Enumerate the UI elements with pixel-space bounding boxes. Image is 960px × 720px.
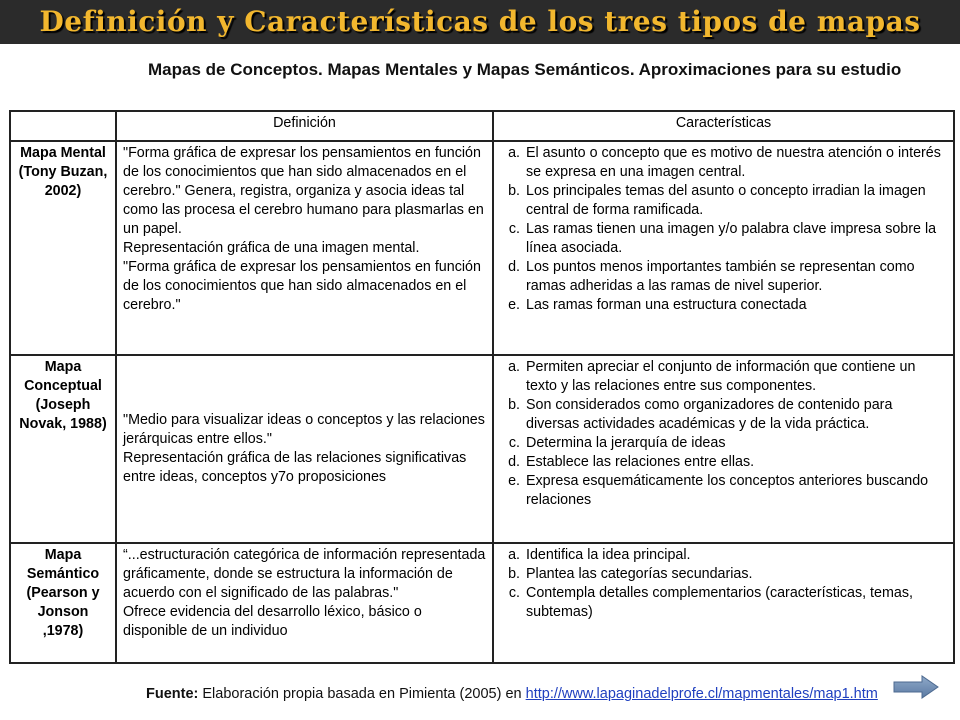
- row-label-line: (Joseph: [35, 397, 91, 413]
- characteristic-item: a. El asunto o concepto que es motivo de nuestra atención o interés se expresa en una imagen central.: [524, 144, 947, 182]
- definition-paragraph: Ofrece evidencia del desarrollo léxico, básico o disponible de un individuo: [123, 604, 422, 639]
- characteristic-item: b. Son considerados como organizadores de contenido para diversas actividades académicas y de la vida práctica.: [524, 396, 947, 434]
- characteristic-item: d. Los puntos menos importantes también se representan como ramas adheridas a las ramas de nivel superior.: [524, 258, 947, 296]
- definition-mapa-semantico: [116, 543, 493, 663]
- source-footer: [146, 686, 886, 702]
- source-link[interactable]: http://www.lapaginadelprofe.cl/mapmentales/map1.htm: [525, 686, 878, 702]
- header-caracteristicas: Características: [493, 111, 954, 141]
- table-subtitle: Mapas de Conceptos. Mapas Mentales y Mapas Semánticos. Aproximaciones para su estudio: [148, 60, 902, 79]
- characteristic-item: c. Las ramas tienen una imagen y/o palabra clave impresa sobre la línea asociada.: [524, 220, 947, 258]
- characteristic-item: a. Permiten apreciar el conjunto de información que contiene un texto y las relaciones entre sus componentes.: [524, 358, 947, 396]
- table-corner: [10, 111, 116, 141]
- definition-paragraph: "Forma gráfica de expresar los pensamientos en función de los conocimientos que han sido almacenados en el cerebro." Genera, registra, organiza y asocia ideas tal como las procesa el cerebro humano para plasmarlas en un papel.: [123, 145, 484, 237]
- definition-mapa-mental: [116, 141, 493, 355]
- characteristics-mapa-mental: [493, 141, 954, 355]
- table-row-mapa-conceptual: [10, 355, 954, 543]
- row-label-line: (Pearson y: [26, 585, 100, 601]
- characteristics-list: [500, 144, 947, 315]
- characteristic-item: a. Identifica la idea principal.: [524, 546, 947, 565]
- definition-mapa-conceptual: [116, 355, 493, 543]
- source-text: Elaboración propia basada en Pimienta (2005) en: [198, 686, 526, 702]
- row-label-line: Conceptual: [24, 378, 102, 394]
- row-label-mapa-semantico: [10, 543, 116, 663]
- definition-paragraph: “...estructuración categórica de información representada gráficamente, donde se estructura la información de acuerdo con el significado de las palabras.": [123, 547, 486, 601]
- row-label-mapa-mental: [10, 141, 116, 355]
- table-row-mapa-mental: [10, 141, 954, 355]
- source-label: Fuente:: [146, 686, 199, 702]
- slide-title: Definición y Características de los tres tipos de mapas: [39, 5, 921, 38]
- characteristics-list: [500, 358, 947, 510]
- row-label-line: Jonson ,1978): [37, 604, 89, 639]
- row-label-mapa-conceptual: [10, 355, 116, 543]
- characteristic-item: b. Plantea las categorías secundarias.: [524, 565, 947, 584]
- definition-paragraph: Representación gráfica de las relaciones significativas entre ideas, conceptos y7o proposiciones: [123, 450, 467, 485]
- characteristics-list: [500, 546, 947, 622]
- row-label-line: Mapa: [44, 359, 82, 375]
- definition-paragraph: Representación gráfica de una imagen mental.: [123, 240, 420, 256]
- row-label-line: Mapa: [44, 547, 82, 563]
- row-label-line: Novak, 1988): [19, 416, 107, 432]
- characteristic-item: c. Determina la jerarquía de ideas: [524, 434, 947, 453]
- characteristic-item: d. Establece las relaciones entre ellas.: [524, 453, 947, 472]
- row-label-line: (Tony Buzan,: [18, 164, 108, 180]
- characteristics-mapa-semantico: [493, 543, 954, 663]
- row-label-line: 2002): [44, 183, 82, 199]
- row-label-line: Mapa Mental: [20, 145, 106, 161]
- definition-paragraph: "Forma gráfica de expresar los pensamientos en función de los conocimientos que han sido almacenados en el cerebro.": [123, 259, 481, 313]
- header-definicion: Definición: [116, 111, 493, 141]
- next-slide-button[interactable]: [892, 674, 940, 700]
- characteristic-item: b. Los principales temas del asunto o concepto irradian la imagen central de forma ramificada.: [524, 182, 947, 220]
- characteristics-mapa-conceptual: [493, 355, 954, 543]
- characteristic-item: e. Expresa esquemáticamente los conceptos anteriores buscando relaciones: [524, 472, 947, 510]
- row-label-line: Semántico: [26, 566, 100, 582]
- maps-table: [9, 110, 955, 664]
- characteristic-item: e. Las ramas forman una estructura conectada: [524, 296, 947, 315]
- definition-paragraph: "Medio para visualizar ideas o conceptos y las relaciones jerárquicas entre ellos.": [123, 412, 485, 447]
- arrow-right-icon: [892, 674, 940, 700]
- characteristic-item: c. Contempla detalles complementarios (características, temas, subtemas): [524, 584, 947, 622]
- table-row-mapa-semantico: [10, 543, 954, 663]
